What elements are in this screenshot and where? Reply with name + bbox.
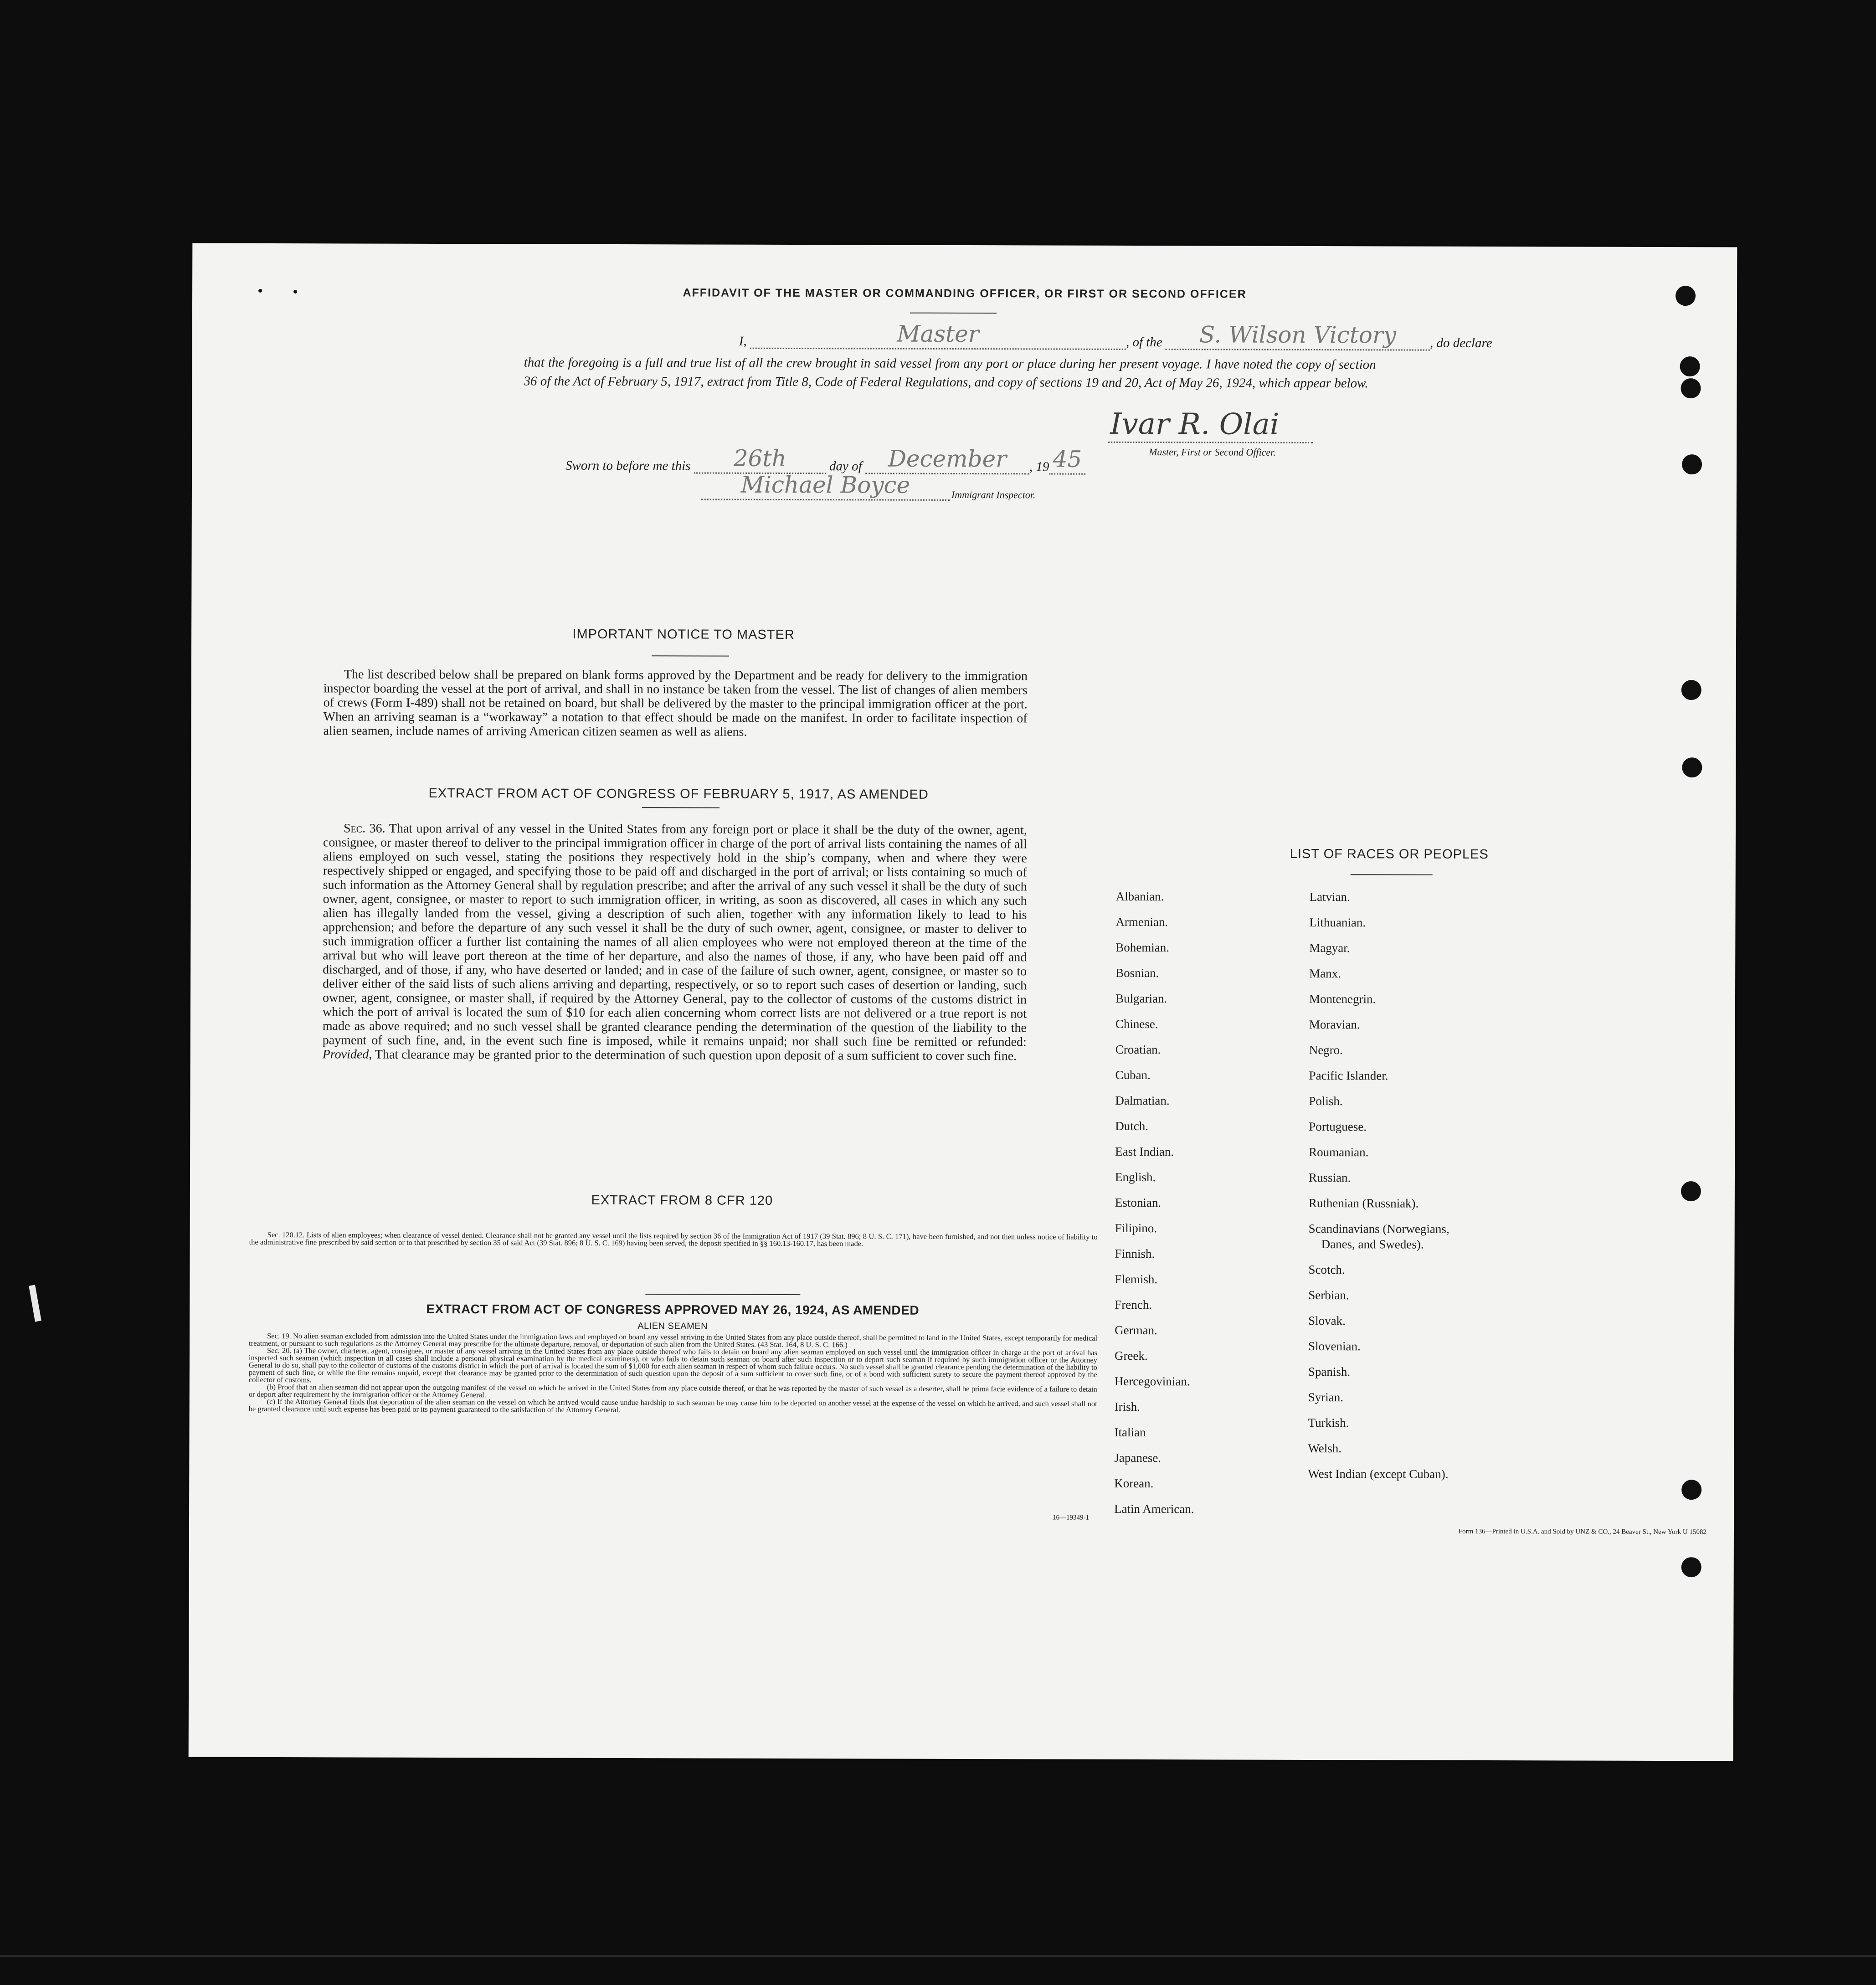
affidavit-do-declare: , do declare [1429,335,1492,351]
form-page [189,243,1737,1761]
sec-19: Sec. 19. No alien seaman excluded from admission into the United States under the immigration laws and employed on board any vessel arriving in the United States from any place outside thereof, shall be permitted to land in the United States, except temporarily for medical treatment, or pursuant to such regulations as the Attorney General may prescribe for the ultimate departure, removal, or deportation of such alien from the United States. (43 Stat. 164, 8 U. S. C. 166.) [249,1332,1098,1349]
punch-hole [1681,378,1701,398]
punch-hole [1682,454,1702,474]
vessel-name-handwritten: S. Wilson Victory [1199,321,1397,349]
race-item: Dalmatian. [1115,1093,1170,1108]
provided-label: Provided, [322,1047,372,1062]
extract-1917-title: EXTRACT FROM ACT OF CONGRESS OF FEBRUARY 5, 1917, AS AMENDED [428,786,929,802]
race-item: Cuban. [1115,1068,1151,1082]
notice-title: IMPORTANT NOTICE TO MASTER [572,627,795,643]
scan-border-bottom [0,1955,1876,1957]
race-item: Montenegrin. [1309,992,1376,1006]
race-item: Bosnian. [1115,966,1159,980]
race-item: Greek. [1114,1348,1148,1363]
officer-signature-line [1108,442,1313,443]
form-footer: Form 136—Printed in U.S.A. and Sold by UNZ & CO., 24 Beaver St., New York U 15082 [1458,1527,1706,1536]
sworn-year-handwritten: 45 [1053,446,1082,473]
sec-20b: (b) Proof that an alien seaman did not appear upon the outgoing manifest of the vessel on which he arrived in the United States from any place outside thereof, or that he was reported by the master of such vessel as a deserter, shall be prima facie evidence of a failure to detain or deport after requirement by the immigration officer or the Attorney General. [248,1383,1097,1399]
race-item: Chinese. [1115,1017,1158,1031]
race-item: Albanian. [1115,889,1164,904]
race-item: German. [1115,1323,1157,1337]
race-item: Pacific Islander. [1309,1068,1388,1083]
race-item: Flemish. [1115,1272,1158,1286]
punch-hole [1681,1480,1701,1500]
race-item: Finnish. [1115,1246,1155,1261]
race-item: Hercegovinian. [1114,1374,1190,1388]
races-title: LIST OF RACES OR PEOPLES [1290,846,1489,862]
race-item: Dutch. [1115,1119,1149,1133]
extract-1924-title: EXTRACT FROM ACT OF CONGRESS APPROVED MAY 26, 1924, AS AMENDED [426,1301,920,1317]
race-item: Slovenian. [1308,1339,1361,1353]
race-item: Irish. [1114,1399,1140,1414]
vessel-name-field [1166,321,1430,351]
race-item: West Indian (except Cuban). [1308,1466,1449,1481]
race-item: Filipino. [1115,1221,1157,1235]
punch-hole [1681,680,1701,700]
affidavit-of-the: , of the [1126,334,1162,350]
race-item: Lithuanian. [1309,915,1366,930]
inspector-signature-handwritten: Michael Boyce [740,471,910,499]
officer-signature: Ivar R. Olai [1110,407,1280,442]
divider [642,807,720,808]
sec-36-proviso: That clearance may be granted prior to the determination of such question upon deposit of a sum sufficient to cover such fine. [375,1047,1017,1064]
scan-artifact [29,1285,41,1322]
race-item: Negro. [1309,1043,1343,1057]
race-item: Japanese. [1114,1450,1162,1465]
scan-speck [293,290,297,293]
affidavit-i: I, [739,334,747,349]
race-item: Danes, and Swedes). [1321,1237,1424,1251]
race-item: Manx. [1309,966,1341,981]
scan-speck [258,289,262,293]
officer-name-handwritten: Master [897,320,979,348]
divider [652,655,729,656]
race-item: Armenian. [1115,915,1168,929]
officer-name-field [750,320,1126,350]
form-code: 16—19349-1 [1053,1514,1090,1522]
race-item: Syrian. [1308,1390,1344,1404]
divider [1351,874,1433,875]
cfr-title: EXTRACT FROM 8 CFR 120 [591,1193,773,1208]
affidavit-title: AFFIDAVIT OF THE MASTER OR COMMANDING OFFICER, OR FIRST OR SECOND OFFICER [683,286,1247,301]
inspector-caption: Immigrant Inspector. [951,489,1036,501]
race-item: Welsh. [1308,1441,1342,1455]
sec-36-text: That upon arrival of any vessel in the United States from any foreign port or place it shall be the duty of the owner, agent, consignee, or master thereof to deliver to the principal immigration officer in charge of the port of arrival lists containing the names of all aliens employed on such vessel, stating the positions they respectively hold in the ship’s company, when and where they were respectively shipped or engaged, and specifying those to be paid off and discharged in the port of arrival; or lists containing so much of such information as the Attorney General shall by regulation prescribe; and after the arrival of any such vessel it shall be the duty of such owner, agent, consignee, or master to report to such immigration officer, in writing, as soon as discovered, all cases in which any such alien has illegally landed from the vessel, giving a description of such alien, together with any information likely to lead to his apprehension; and before the departure of any such vessel it shall be the duty of such owner, agent, consignee, or master to deliver to such immigration officer a further list containing the names of all alien employees who were not employed thereon at the time of the arrival but who will leave port thereon at the time of her departure, and also the names of those, if any, who have been paid off and discharged, and of those, if any, who have deserted or landed; and in case of the failure of such owner, agent, consignee, or master so to deliver either of the said lists of such aliens arriving and departing, respectively, or so to report such cases of desertion or landing, such owner, agent, consignee, or master shall, if required by the Attorney General, pay to the collector of customs of the customs district in which the port of arrival is located the sum of $10 for each alien concerning whom correct lists are not delivered or a true report is not made as above required; and no such vessel shall be granted clearance pending the determination of the question of the liability to the payment of such fine, and, in the event such fine is imposed, while it remains unpaid; nor shall such fine be remitted or refunded: [322,821,1028,1049]
cfr-body: Sec. 120.12. Lists of alien employees; when clearance of vessel denied. Clearance shall not be granted any vessel until the lists required by section 36 of the Immigration Act of 1917 (39 Stat. 896; 8 U. S. C. 171), have been furnished, and not then unless notice of liability to the administrative fine prescribed by said section or to that prescribed by section 35 of said Act (39 Stat. 896; 8 U. S. C. 169) having been served, the deposit specified in §§ 160.13-160.17, has been made. [249,1230,1098,1248]
extract-1924-subtitle: ALIEN SEAMEN [637,1321,708,1332]
sworn-before: Sworn to before me this [565,458,691,473]
notice-body: The list described below shall be prepared on blank forms approved by the Department and be ready for delivery to the immigration inspector boarding the vessel at the port of arrival, and shall in no instance be taken from the vessel. The list of changes of alien members of crews (Form I-489) shall not be retained on board, but shall be delivered by the master to the principal immigration officer at the port. When an arriving seaman is a “workaway” a notation to that effect should be made on the manifest. In order to facilitate inspection of alien seamen, include names of arriving American citizen seamen as well as aliens. [323,667,1028,739]
divider [910,313,997,314]
punch-hole [1681,1181,1701,1201]
race-item: East Indian. [1115,1144,1174,1159]
sec-20c: (c) If the Attorney General finds that deportation of the alien seaman on the vessel on which he arrived would cause undue hardship to such seaman he may cause him to be deported on another vessel at the expense of the vessel on which he arrived, and such vessel shall not be granted clearance until such expense has been paid or its payment guaranteed to the satisfaction of the Attorney General. [248,1397,1097,1414]
race-item: Croatian. [1115,1042,1161,1057]
sworn-year-prefix: , 19 [1029,459,1049,474]
race-item: Estonian. [1115,1195,1162,1210]
races-right-column [1308,884,1450,1487]
race-item: Scotch. [1308,1262,1345,1277]
race-item: Italian [1114,1425,1146,1440]
race-item: Slovak. [1308,1313,1346,1328]
race-item: Portuguese. [1309,1119,1367,1134]
punch-hole [1680,356,1700,376]
sworn-day-of: day of [829,459,862,474]
race-item: Bohemian. [1115,940,1170,955]
race-item: Korean. [1114,1476,1154,1491]
punch-hole [1681,1557,1701,1577]
race-item: Bulgarian. [1115,991,1167,1006]
extract-1917-body [323,821,1027,1063]
race-item: Spanish. [1308,1364,1351,1379]
race-item: Latin American. [1114,1502,1194,1516]
affidavit-declaration-line [739,320,1573,351]
sec-20a: Sec. 20. (a) The owner, charterer, agent, consignee, or master of any vessel arriving in the United States from any place outside thereof who fails to detain on board any alien seaman employed on such vessel until the immigration officer in charge at the port of arrival has inspected such seaman (which inspection in all cases shall include a personal physical examination by the medical examiners), or who fails to detain such seaman on board after such inspection or to deport such seaman if required by such immigration officer or the Attorney General to do so, shall pay to the collector of customs of the customs district in which the port of arrival is located the sum of $1,000 for each alien seaman in respect of whom such failure occurs. No such vessel shall be granted clearance pending the determination of the liability to payment of such fine, or while the fine remains unpaid, except that clearance may be granted prior to the determination of such question upon the deposit of a sum sufficient to cover such fine, or of a bond with sufficient surety to secure the payment thereof approved by the collector of customs. [248,1346,1098,1384]
race-item: Polish. [1309,1094,1343,1108]
signature-caption: Master, First or Second Officer. [1149,446,1276,458]
race-item: French. [1115,1297,1152,1312]
race-item: Russian. [1308,1170,1351,1185]
punch-hole [1676,286,1696,306]
race-item: Ruthenian (Russniak). [1308,1196,1419,1210]
races-left-column [1114,884,1196,1522]
race-item: Roumanian. [1309,1145,1369,1159]
race-item: Moravian. [1309,1017,1360,1032]
race-item: Scandinavians (Norwegians, [1308,1221,1449,1236]
race-item: Magyar. [1309,941,1350,955]
affidavit-body: that the foregoing is a full and true list of all the crew brought in said vessel from any port or place during her present voyage. I have noted the copy of section 36 of the Act of February 5, 1917, extract from Title 8, Code of Federal Regulations, and copy of sections 19 and 20, Act of May 26, 1924, which appear below. [524,355,1376,391]
race-item: Turkish. [1308,1415,1349,1430]
inspector-line [701,471,1036,501]
race-item: English. [1115,1170,1156,1184]
sec-36-label: Sec. 36. [343,821,385,836]
extract-1924-body [249,1332,1097,1415]
inspector-signature-field [701,471,950,500]
punch-hole [1682,757,1702,777]
sworn-day-handwritten: 26th [733,445,786,472]
divider [645,1294,800,1295]
race-item: Serbian. [1308,1288,1349,1302]
sworn-year-field [1049,446,1085,474]
race-item: Latvian. [1309,890,1350,904]
sworn-month-handwritten: December [888,445,1007,473]
